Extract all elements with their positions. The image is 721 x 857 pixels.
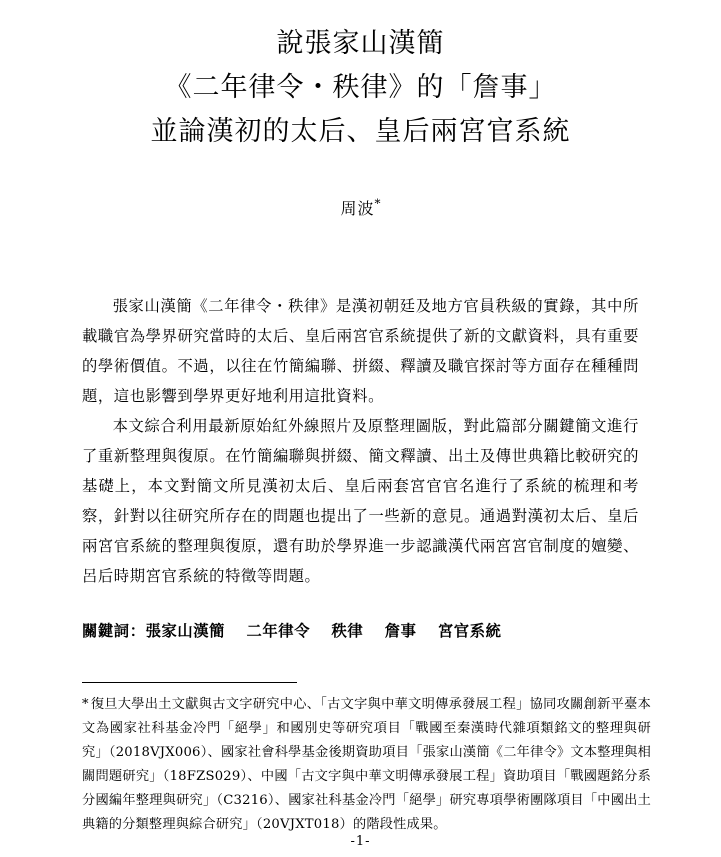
- keyword-item: 張家山漢簡: [145, 622, 226, 640]
- footnote-area: [82, 682, 651, 837]
- footnote-text-block: [82, 693, 651, 837]
- document-page: [0, 22, 721, 857]
- title-line-2: 《二年律令・秩律》的「詹事」: [164, 72, 557, 103]
- keywords-label: 關鍵詞：: [82, 622, 146, 640]
- abstract-paragraph-1: 張家山漢簡《二年律令・秩律》是漢初朝廷及地方官員秩級的實錄，其中所載職官為學界研究當時的太后、皇后兩宮官系統提供了新的文獻資料，具有重要的學術價值。不過，以往在竹簡編聯、拼綴、釋讀及職官探討等方面存在種種問題，這也影響到學界更好地利用這批資料。: [82, 297, 639, 405]
- footnote-mark: *: [82, 697, 89, 712]
- keyword-item: 二年律令: [246, 622, 311, 640]
- abstract-paragraph-2: 本文綜合利用最新原始紅外線照片及原整理圖版，對此篇部分關鍵簡文進行了重新整理與復原。在竹簡編聯與拼綴、簡文釋讀、出土及傳世典籍比較研究的基礎上，本文對簡文所見漢初太后、皇后兩套宮官官名進行了系統的梳理和考察，針對以往研究所存在的問題也提出了一些新的意見。通過對漢初太后、皇后兩宮官系統的整理與復原，還有助於學界進一步認識漢代兩宮宮官制度的嬗變、呂后時期宮官系統的特徵等問題。: [82, 417, 639, 585]
- title-line-1: 說張家山漢簡: [276, 28, 445, 59]
- author-footnote-mark: *: [374, 196, 381, 211]
- author-block: [82, 196, 639, 219]
- footnote-divider: [82, 682, 297, 683]
- author-name: 周波: [340, 199, 375, 218]
- title-line-3: 並論漢初的太后、皇后兩宮官系統: [150, 116, 571, 147]
- keywords-line: [82, 617, 639, 645]
- keyword-item: 秩律: [331, 622, 364, 640]
- page-number: -1-: [350, 834, 371, 849]
- keyword-item: 宮官系統: [437, 622, 502, 640]
- abstract: [82, 291, 639, 591]
- footnote-body: 復旦大學出土文獻與古文字研究中心、「古文字與中華文明傳承發展工程」協同攻關創新平臺本文為國家社科基金冷門「絕學」和國別史等研究項目「戰國至秦漢時代雜項類銘文的整理與研究」（2018VJX006）、國家社會科學基金後期資助項目「張家山漢簡《二年律令》文本整理與相關問題研究」（18FZS029）、中國「古文字與中華文明傳承發展工程」資助項目「戰國題銘分系分國編年整理與研究」（C3216）、國家社科基金冷門「絕學」研究專項學術團隊項目「中國出土典籍的分類整理與綜合研究」（20VJXT018）的階段性成果。: [82, 697, 651, 832]
- page-title: [82, 22, 639, 154]
- keyword-item: 詹事: [384, 622, 417, 640]
